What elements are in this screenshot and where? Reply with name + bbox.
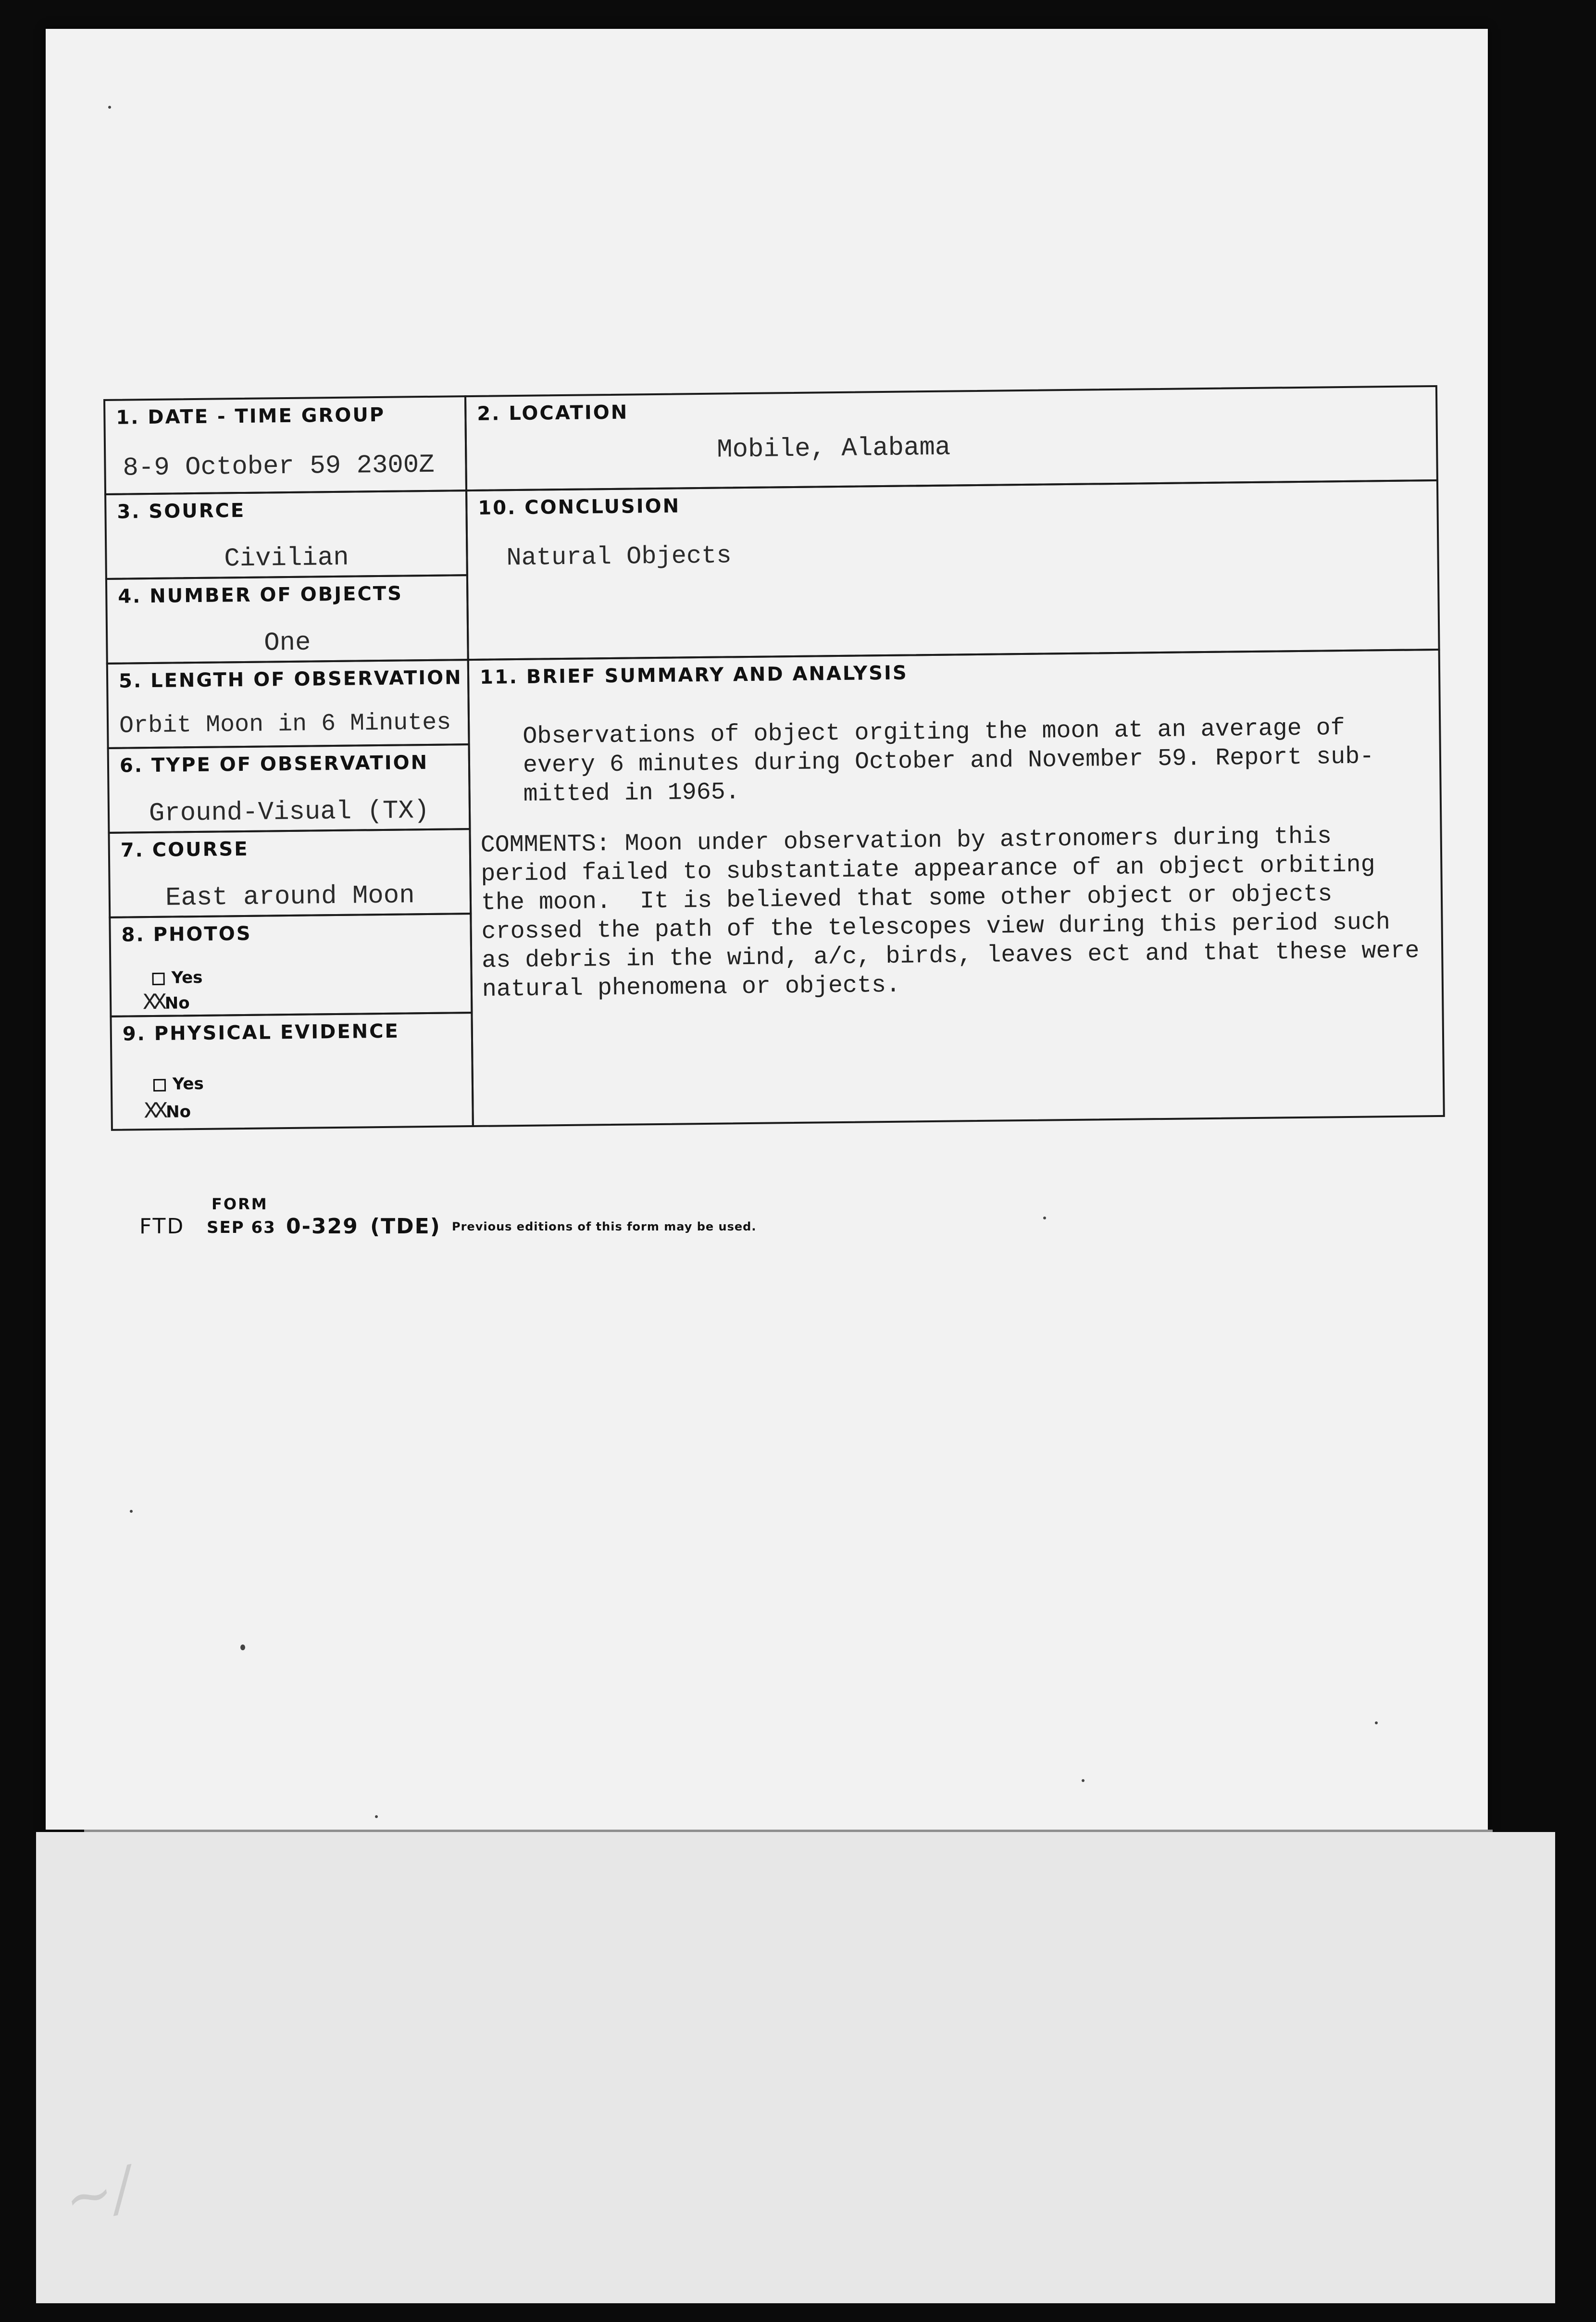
physical-evidence-no-label: No bbox=[165, 1102, 191, 1122]
source-value: Civilian bbox=[224, 543, 349, 574]
physical-evidence-yes-label: Yes bbox=[172, 1074, 204, 1094]
report-form bbox=[103, 385, 1446, 1188]
conclusion-cell bbox=[465, 479, 1440, 661]
footer-ftd: FTD bbox=[139, 1214, 185, 1239]
physical-evidence-cell bbox=[110, 1012, 474, 1131]
location-cell bbox=[464, 385, 1438, 491]
dust-speck bbox=[1043, 1217, 1046, 1219]
photos-yes-checkbox[interactable] bbox=[152, 972, 164, 985]
course-cell bbox=[108, 828, 472, 918]
conclusion-value: Natural Objects bbox=[506, 541, 732, 573]
number-of-objects-cell bbox=[105, 574, 469, 665]
backing-sheet bbox=[36, 1832, 1555, 2303]
summary-label: 11. BRIEF SUMMARY AND ANALYSIS bbox=[479, 662, 908, 689]
location-value: Mobile, Alabama bbox=[716, 433, 951, 465]
photos-label: 8. PHOTOS bbox=[121, 922, 252, 946]
date-time-value: 8-9 October 59 2300Z bbox=[123, 450, 435, 483]
conclusion-label: 10. CONCLUSION bbox=[478, 495, 681, 519]
footer-tde: (TDE) bbox=[370, 1214, 441, 1239]
physical-evidence-yes-option[interactable] bbox=[153, 1074, 204, 1094]
dust-speck bbox=[1375, 1721, 1378, 1724]
course-label: 7. COURSE bbox=[120, 838, 249, 862]
photos-yes-label: Yes bbox=[171, 967, 203, 988]
type-of-observation-label: 6. TYPE OF OBSERVATION bbox=[119, 751, 429, 777]
type-of-observation-value: Ground-Visual (TX) bbox=[149, 796, 430, 829]
photos-no-label: No bbox=[164, 993, 190, 1013]
number-of-objects-label: 4. NUMBER OF OBJECTS bbox=[118, 582, 403, 608]
photos-no-option[interactable] bbox=[142, 990, 190, 1017]
dust-speck bbox=[375, 1815, 378, 1818]
physical-evidence-label: 9. PHYSICAL EVIDENCE bbox=[122, 1020, 400, 1045]
location-label: 2. LOCATION bbox=[477, 401, 629, 425]
dust-speck bbox=[1082, 1779, 1085, 1782]
physical-evidence-no-checkmark[interactable]: XX bbox=[144, 1098, 164, 1125]
date-time-cell bbox=[103, 395, 467, 495]
photos-cell bbox=[109, 913, 473, 1017]
length-of-observation-label: 5. LENGTH OF OBSERVATION bbox=[118, 666, 462, 692]
photos-yes-option[interactable] bbox=[152, 968, 202, 988]
source-cell bbox=[104, 490, 468, 580]
photos-no-checkmark[interactable]: XX bbox=[142, 990, 163, 1017]
smudge-mark: ~/ bbox=[58, 2154, 139, 2234]
dust-speck bbox=[240, 1644, 245, 1650]
number-of-objects-value: One bbox=[263, 628, 311, 658]
physical-evidence-yes-checkbox[interactable] bbox=[153, 1079, 166, 1091]
length-of-observation-value: Orbit Moon in 6 Minutes bbox=[119, 709, 451, 740]
summary-text: Observations of object orgiting the moon at an average of every 6 minutes during October and November 59. Report sub- mitted in 1965. bbox=[523, 714, 1374, 808]
date-time-label: 1. DATE - TIME GROUP bbox=[116, 403, 386, 429]
type-of-observation-cell bbox=[107, 743, 471, 834]
source-label: 3. SOURCE bbox=[117, 499, 246, 523]
dust-speck bbox=[108, 106, 111, 109]
physical-evidence-no-option[interactable] bbox=[144, 1098, 191, 1125]
length-of-observation-cell bbox=[106, 659, 470, 749]
footer-previous-editions-note: Previous editions of this form may be used. bbox=[452, 1220, 757, 1233]
course-value: East around Moon bbox=[165, 881, 415, 913]
footer-date: SEP 63 bbox=[207, 1218, 276, 1237]
dust-speck bbox=[130, 1510, 133, 1513]
footer-form-number: 0-329 bbox=[286, 1214, 359, 1239]
summary-cell bbox=[467, 649, 1445, 1127]
comments-text: COMMENTS: Moon under observation by astronomers during this period failed to substantiate appearance of an object orbiting the moon. It is believed that some other object or objects crossed the path of the telescopes view during this period such as debris in the wind, a/c, birds, leaves ect and that these were natural phenomena or objects. bbox=[480, 823, 1420, 1004]
footer-form-word: FORM bbox=[212, 1195, 268, 1213]
